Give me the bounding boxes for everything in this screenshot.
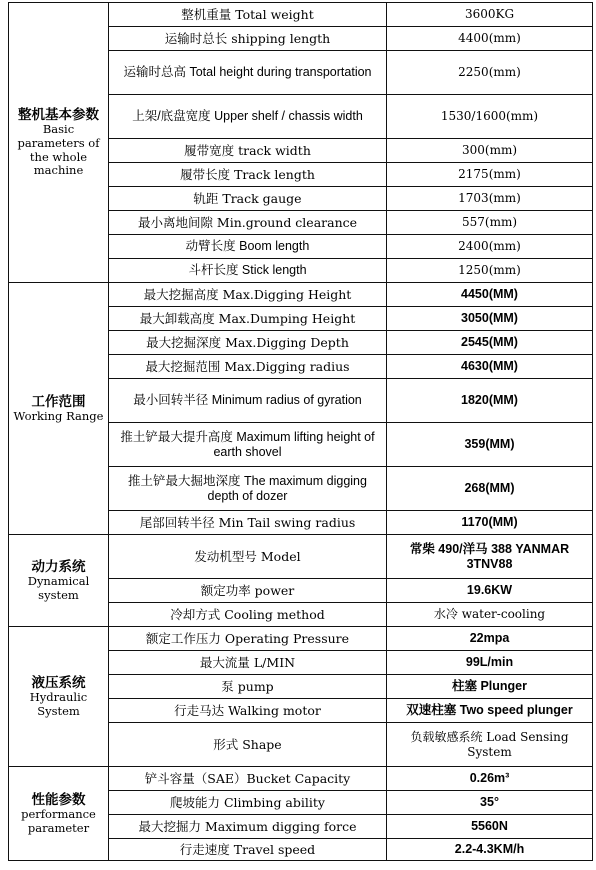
- param-cell: 形式 Shape: [109, 723, 387, 767]
- table-row: [9, 3, 593, 27]
- section-title-en: Hydraulic System: [29, 689, 88, 718]
- param-cell: 最大挖掘范围 Max.Digging radius: [109, 355, 387, 379]
- param-cell: 额定功率 power: [109, 579, 387, 603]
- table-row: [9, 535, 593, 579]
- param-cell: 运输时总高 Total height during transportation: [109, 51, 387, 95]
- param-cell: 整机重量 Total weight: [109, 3, 387, 27]
- param-cell: 上架/底盘宽度 Upper shelf / chassis width: [109, 95, 387, 139]
- value-cell: 2400(mm): [387, 235, 593, 259]
- param-cell: 最大挖掘深度 Max.Digging Depth: [109, 331, 387, 355]
- section-title-zh: 液压系统: [31, 674, 86, 691]
- param-cell: 最大挖掘高度 Max.Digging Height: [109, 283, 387, 307]
- value-cell: 1530/1600(mm): [387, 95, 593, 139]
- value-cell: 2250(mm): [387, 51, 593, 95]
- value-cell: 3600KG: [387, 3, 593, 27]
- spec-table-body: [9, 3, 593, 861]
- spec-table: [8, 2, 593, 861]
- section-title-zh: 动力系统: [31, 558, 86, 575]
- param-cell: 冷却方式 Cooling method: [109, 603, 387, 627]
- value-cell: 4400(mm): [387, 27, 593, 51]
- table-row: [9, 283, 593, 307]
- table-row: [9, 627, 593, 651]
- param-cell: 推土铲最大提升高度 Maximum lifting height of earth shovel: [109, 423, 387, 467]
- value-cell: 4630(MM): [387, 355, 593, 379]
- value-cell: 300(mm): [387, 139, 593, 163]
- value-cell: 22mpa: [387, 627, 593, 651]
- value-cell: 557(mm): [387, 211, 593, 235]
- param-cell: 最小离地间隙 Min.ground clearance: [109, 211, 387, 235]
- value-cell: 1820(MM): [387, 379, 593, 423]
- section-title-zh: 性能参数: [31, 791, 86, 808]
- param-cell: 额定工作压力 Operating Pressure: [109, 627, 387, 651]
- param-cell: 爬坡能力 Climbing ability: [109, 791, 387, 815]
- value-cell: 359(MM): [387, 423, 593, 467]
- section-title-zh: 工作范围: [31, 393, 86, 410]
- section-label: [9, 3, 109, 283]
- param-cell: 动臂长度 Boom length: [109, 235, 387, 259]
- param-cell: 最小回转半径 Minimum radius of gyration: [109, 379, 387, 423]
- value-cell: 0.26m³: [387, 767, 593, 791]
- section-title-en: Basic parameters of the whole machine: [17, 122, 100, 178]
- section-title-zh: 整机基本参数: [18, 106, 99, 123]
- section-title-en: Dynamical system: [27, 573, 90, 602]
- param-cell: 运输时总长 shipping length: [109, 27, 387, 51]
- value-cell: 负载敏感系统 Load Sensing System: [387, 723, 593, 767]
- section-label: [9, 283, 109, 535]
- param-cell: 履带长度 Track length: [109, 163, 387, 187]
- value-cell: 99L/min: [387, 651, 593, 675]
- param-cell: 铲斗容量（SAE）Bucket Capacity: [109, 767, 387, 791]
- param-cell: 斗杆长度 Stick length: [109, 259, 387, 283]
- value-cell: 1170(MM): [387, 511, 593, 535]
- value-cell: 268(MM): [387, 467, 593, 511]
- section-label: [9, 767, 109, 861]
- param-cell: 最大挖掘力 Maximum digging force: [109, 815, 387, 839]
- param-cell: 推土铲最大掘地深度 The maximum digging depth of dozer: [109, 467, 387, 511]
- param-cell: 最大流量 L/MIN: [109, 651, 387, 675]
- value-cell: 常柴 490/洋马 388 YANMAR 3TNV88: [387, 535, 593, 579]
- section-title-en: performance parameter: [21, 806, 96, 835]
- param-cell: 最大卸载高度 Max.Dumping Height: [109, 307, 387, 331]
- section-label: [9, 627, 109, 767]
- value-cell: 水冷 water-cooling: [387, 603, 593, 627]
- param-cell: 发动机型号 Model: [109, 535, 387, 579]
- param-cell: 行走速度 Travel speed: [109, 839, 387, 861]
- value-cell: 19.6KW: [387, 579, 593, 603]
- value-cell: 5560N: [387, 815, 593, 839]
- value-cell: 2545(MM): [387, 331, 593, 355]
- value-cell: 1703(mm): [387, 187, 593, 211]
- value-cell: 1250(mm): [387, 259, 593, 283]
- value-cell: 2.2-4.3KM/h: [387, 839, 593, 861]
- value-cell: 2175(mm): [387, 163, 593, 187]
- param-cell: 行走马达 Walking motor: [109, 699, 387, 723]
- table-row: [9, 767, 593, 791]
- section-label: [9, 535, 109, 627]
- section-title-en: Working Range: [13, 408, 104, 423]
- value-cell: 4450(MM): [387, 283, 593, 307]
- param-cell: 履带宽度 track width: [109, 139, 387, 163]
- param-cell: 泵 pump: [109, 675, 387, 699]
- value-cell: 双速柱塞 Two speed plunger: [387, 699, 593, 723]
- value-cell: 3050(MM): [387, 307, 593, 331]
- value-cell: 柱塞 Plunger: [387, 675, 593, 699]
- value-cell: 35°: [387, 791, 593, 815]
- param-cell: 尾部回转半径 Min Tail swing radius: [109, 511, 387, 535]
- param-cell: 轨距 Track gauge: [109, 187, 387, 211]
